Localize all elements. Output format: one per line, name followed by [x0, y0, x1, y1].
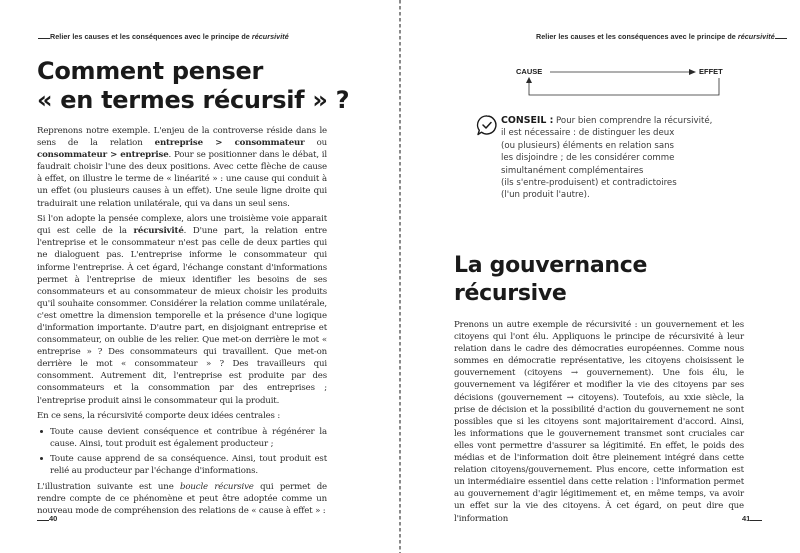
title-line-2: récursive — [454, 281, 567, 306]
tip-line — [501, 115, 756, 127]
page-number: 41 — [742, 514, 751, 523]
cause-label: CAUSE — [516, 67, 543, 76]
text-run: qui permet de rendre compte de ce phénomène et peut être adoptée comme un nouveau mode de compréhension des relations de « cause à effet » : — [37, 481, 327, 516]
text-run: . Pour se positionner dans le débat, il faudrait choisir l'une des deux positions. Avec cette flèche de cause à effet, on illustre le terme de « linéarité » : une cause qui conduit à un effet (ou plusieurs causes à un effet). Une seule ligne droite qui traduirait une relation unilatérale, qui va dans un seul sens. — [37, 150, 327, 209]
paragraph-3: En ce sens, la récursivité comporte deux idées centrales : — [37, 411, 281, 422]
paragraph-1: Prenons un autre exemple de récursivité : un gouvernement et les citoyens qui l'ont élu. Appliquons le principe de récursivité à leur relation dans le cadre des démocraties européennes. Comme nous sommes en démocratie représentative, les citoyens choisissent le gouvernement (citoyens → gouvernement). Une fois élu, le gouvernement va légiférer et modifier la vie des citoyens par ses décisions (gouvernement → citoyens). Toutefois, au xxie siècle, la prise de décision et la possibilité d'action du gouvernement ne sont possibles que si les citoyens sont majoritairement d'accord. Ainsi, les informations que le gouvernement transmet sont cruciales car elles vont permettre d'assurer sa légitimité. En effet, le poids des médias et de l'information doit être pleinement intégré dans cette relation citoyens/gouvernement. Plus encore, cette information est un intermédiaire essentiel dans cette relation : l'information permet au gouvernement d'agir légitimement et, en même temps, va avoir un effet sur la vie des citoyens. À cet égard, on peut dire que l'information — [454, 320, 744, 524]
text-run: Reprenons notre exemple. L'enjeu de la controverse réside dans le sens de la relation — [37, 126, 327, 149]
folio-rule — [37, 520, 49, 521]
bold-term: récursivité — [133, 226, 184, 237]
section-title-left — [37, 57, 349, 115]
italic-term: boucle récursive — [180, 481, 254, 492]
page-number: 40 — [49, 514, 58, 523]
section-title-right — [454, 252, 647, 308]
tip-line: simultanément complémentaires — [501, 165, 644, 176]
tip-line: il est nécessaire : de distinguer les deux — [501, 128, 675, 139]
body-text-left — [37, 125, 327, 520]
running-head-rule — [38, 38, 50, 39]
running-head-rule — [775, 38, 787, 39]
bullet-item: Toute cause devient conséquence et contribue à régénérer la cause. Ainsi, tout produit est également producteur ; — [37, 426, 327, 450]
bullet-list — [37, 426, 327, 477]
page-number-right — [742, 514, 762, 523]
title-line-2: « en termes récursif » ? — [37, 86, 350, 114]
effect-label: EFFET — [699, 67, 723, 76]
bullet-item: Toute cause apprend de sa conséquence. Ainsi, tout produit est relié au producteur par l'échange d'informations. — [37, 453, 327, 477]
title-line-1: Comment penser — [37, 57, 264, 85]
cause-effect-loop-diagram — [513, 60, 733, 102]
running-head-left — [38, 32, 289, 41]
tip-text — [501, 115, 756, 202]
tip-line: (ils s'entre-produisent) et contradictoires — [501, 178, 677, 189]
paragraph-1 — [37, 125, 327, 210]
tip-label: CONSEIL : — [501, 115, 554, 126]
running-head-italic: récursivité — [251, 32, 289, 41]
text-run: . D'une part, la relation entre l'entreprise et le consommateur n'est pas celle de deux parties qui ne dialoguent pas. L'entreprise informe le consommateur qui informe l'entreprise. À cet égard, l'échange constant d'informations permet à l'entreprise de mieux identifier les besoins de ses consommateurs et au consommateur de mieux choisir les produits qu'il souhaite consommer. Considérer la relation comme unilatérale, c'est omettre la dimension temporelle et la présence d'une logique d'information importante. D'autre part, en disjoignant entreprise et consommateur, on oublie de les relier. Que met-on derrière le mot « entreprise » ? Des consommateurs qui travaillent. Que met-on derrière le mot « consommateur » ? Des travailleurs qui consomment. Autrement dit, l'entreprise est produite par des consommateurs et la consommation par des entreprises ; l'entreprise produit ainsi le consommateur qui la produit. — [37, 226, 327, 406]
body-text-right — [454, 319, 744, 528]
text-run: ou — [304, 138, 327, 149]
paragraph-2 — [37, 213, 327, 407]
bold-term: consommateur > entreprise — [37, 150, 169, 161]
right-page — [401, 0, 800, 553]
running-head-italic: récursivité — [737, 32, 775, 41]
tip-line: (l'un produit l'autre). — [501, 190, 590, 201]
running-head-text: Relier les causes et les conséquences avec le principe de — [50, 32, 252, 41]
tip-line: les disjoindre ; de les considérer comme — [501, 153, 675, 164]
bold-term: entreprise > consommateur — [154, 138, 305, 149]
paragraph-4 — [37, 481, 327, 517]
page-number-left — [37, 514, 57, 523]
folio-rule — [750, 520, 762, 521]
running-head-text: Relier les causes et les conséquences avec le principe de — [536, 32, 738, 41]
speech-bubble-check-icon — [476, 114, 498, 136]
tip-line: (ou plusieurs) éléments en relation sans — [501, 140, 675, 151]
tip-line-text: Pour bien comprendre la récursivité, — [553, 116, 713, 126]
title-line-1: La gouvernance — [454, 253, 648, 278]
text-run: L'illustration suivante est une — [37, 481, 181, 492]
running-head-right — [536, 32, 787, 41]
text-run: Si l'on adopte la pensée complexe, alors une troisième voie apparait qui est celle de la — [37, 214, 327, 237]
